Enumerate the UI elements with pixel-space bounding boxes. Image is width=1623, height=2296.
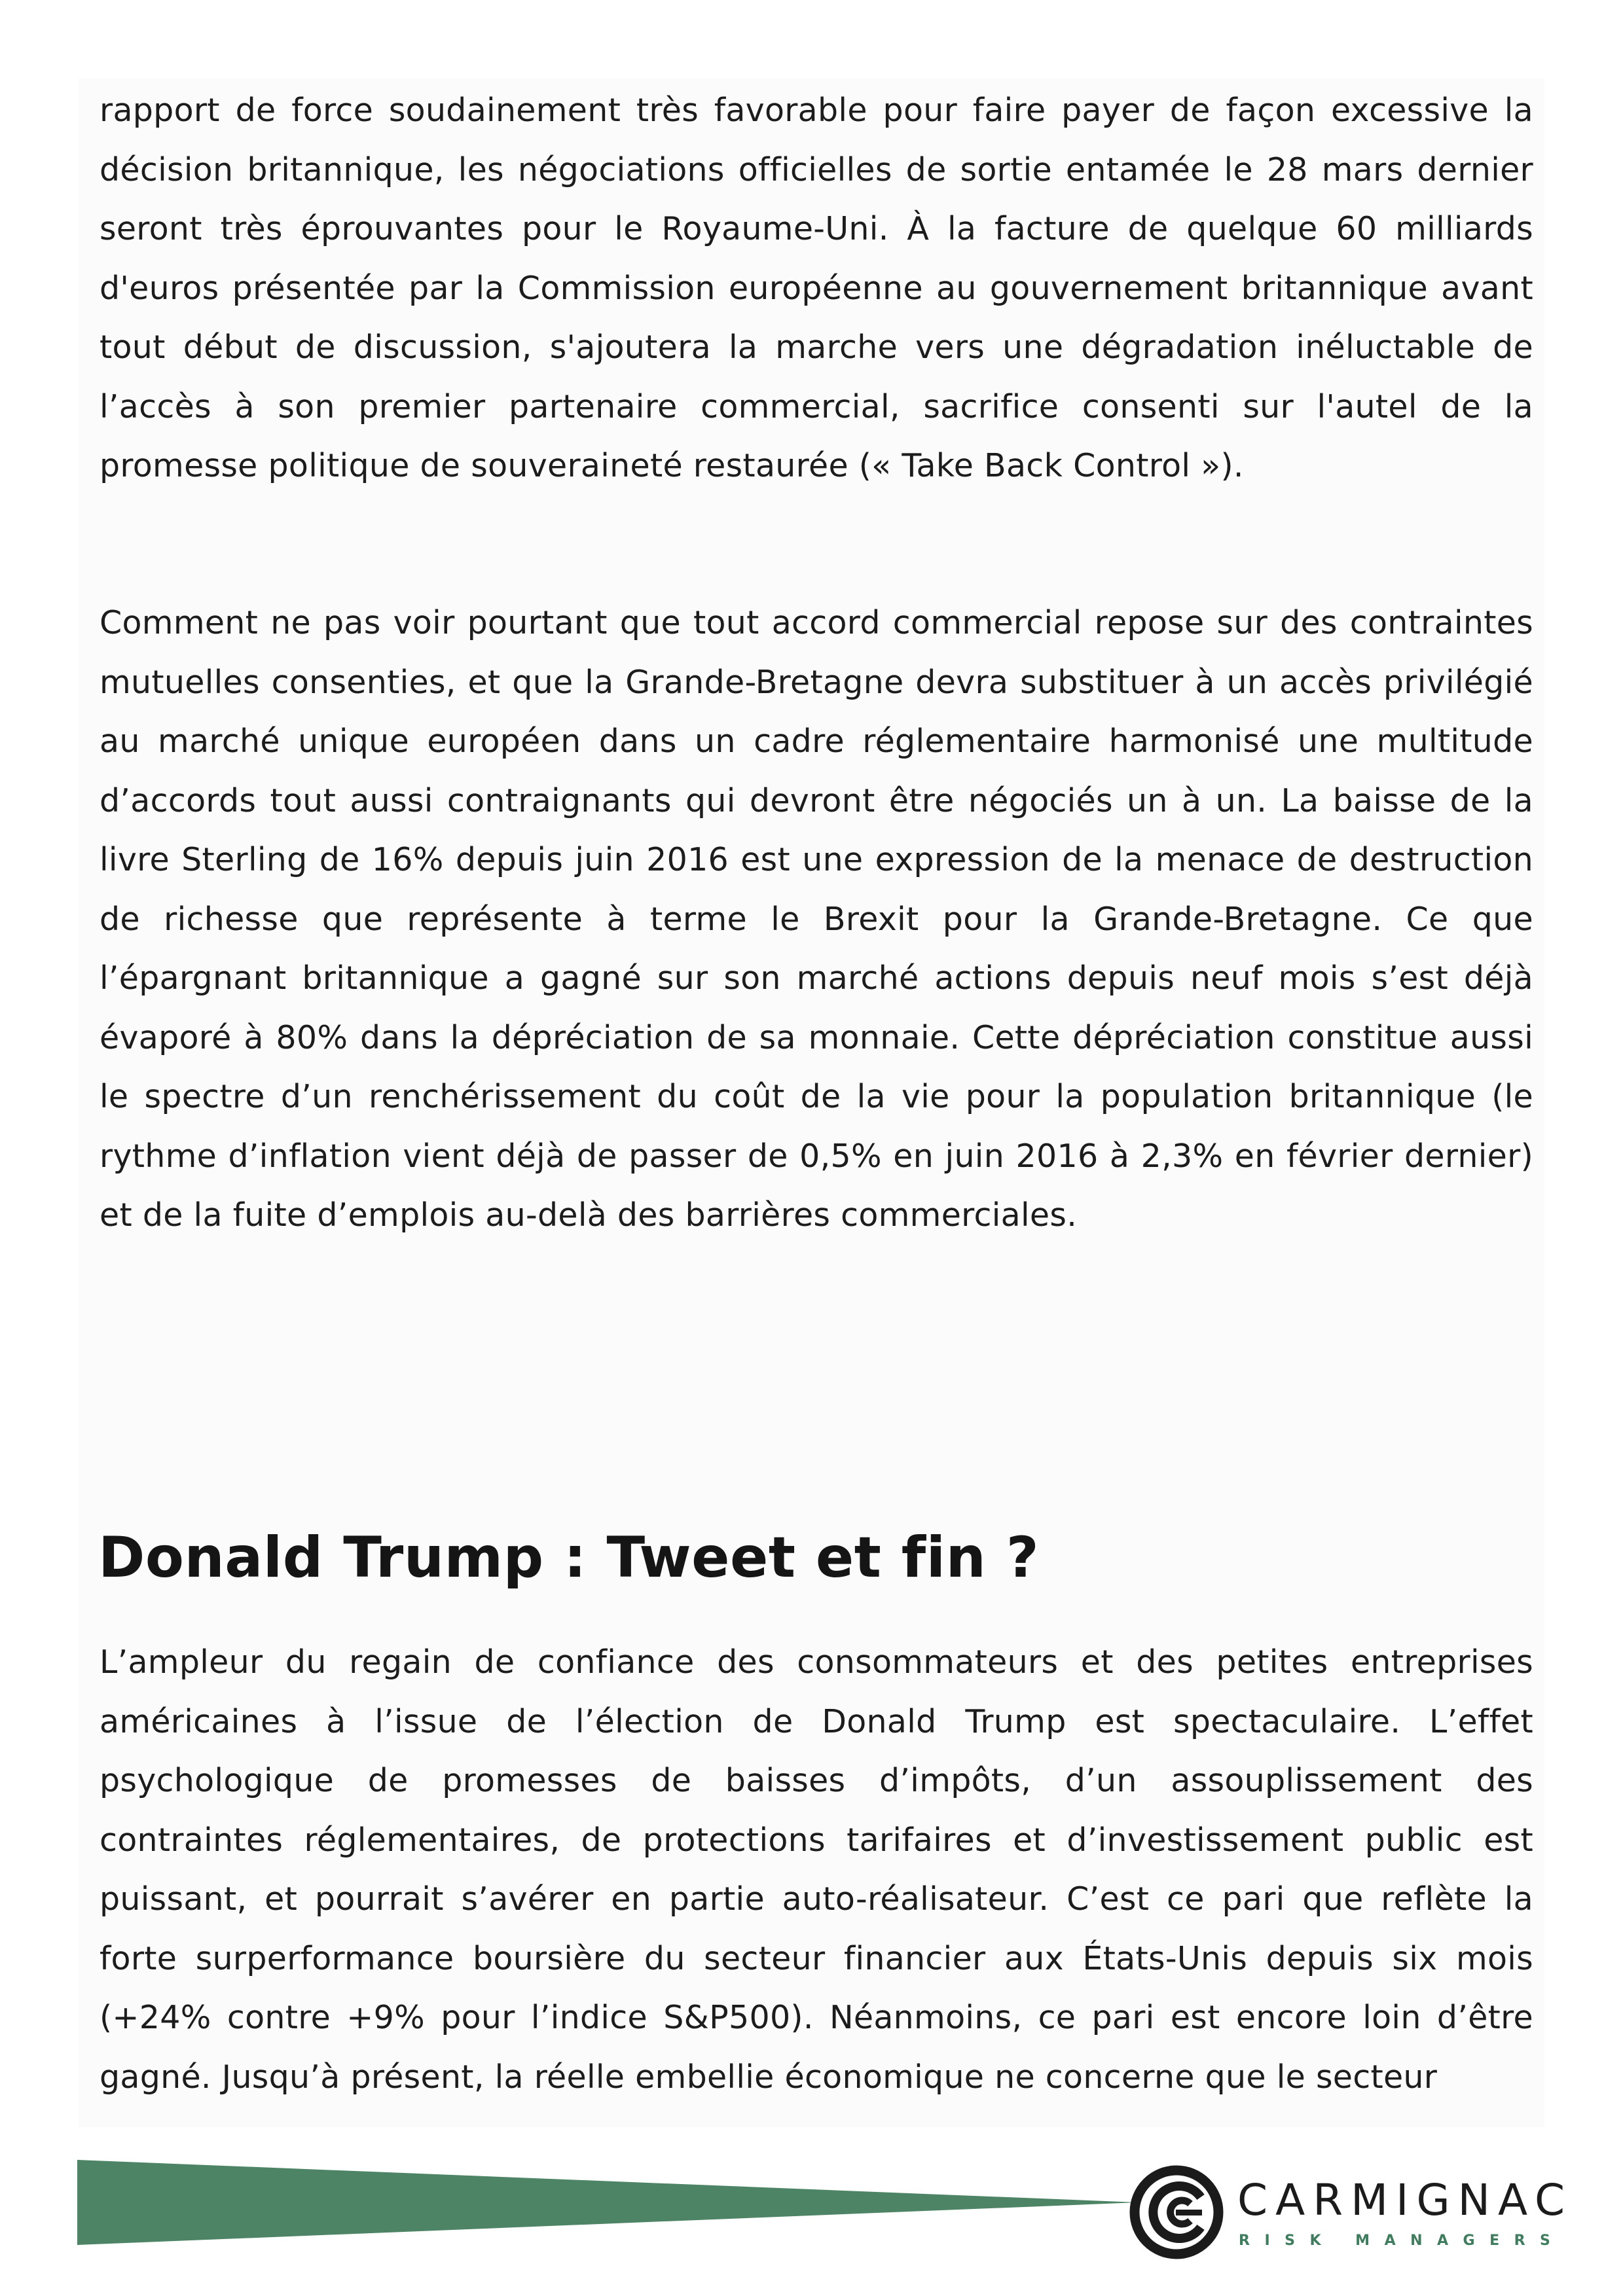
brand-name: CARMIGNAC xyxy=(1237,2175,1573,2225)
carmignac-logo-mark-icon xyxy=(1127,2163,1226,2261)
body-paragraph-brexit-negotiations: rapport de force soudainement très favorable pour faire payer de façon excessive la décision britannique, les négociations officielles de sortie entamée le 28 mars dernier seront très éprouvantes pour le Royaume-Uni. À la facture de quelque 60 milliards d'euros présentée par la Commission européenne au gouvernement britannique avant tout début de discussion, s'ajoutera la marche vers une dégradation inéluctable de l’accès à son premier partenaire commercial, sacrifice consenti sur l'autel de la promesse politique de souveraineté restaurée (« Take Back Control »). xyxy=(100,92,1533,484)
section-heading: Donald Trump : Tweet et fin ? xyxy=(98,1525,1040,1590)
carmignac-logo xyxy=(1127,2163,1573,2261)
footer-accent-wedge xyxy=(77,2160,1138,2245)
body-paragraph-brexit-consequences: Comment ne pas voir pourtant que tout accord commercial repose sur des contraintes mutuelles consenties, et que la Grande-Bretagne devra substituer à un accès privilégié au marché unique européen dans un cadre réglementaire harmonisé une multitude d’accords tout aussi contraignants qui devront être négociés un à un. La baisse de la livre Sterling de 16% depuis juin 2016 est une expression de la menace de destruction de richesse que représente à terme le Brexit pour la Grande-Bretagne. Ce que l’épargnant britannique a gagné sur son marché actions depuis neuf mois s’est déjà évaporé à 80% dans la dépréciation de sa monnaie. Cette dépréciation constitue aussi le spectre d’un renchérissement du coût de la vie pour la population britannique (le rythme d’inflation vient déjà de passer de 0,5% en juin 2016 à 2,3% en février dernier) et de la fuite d’emplois au-delà des barrières commerciales. xyxy=(100,604,1533,1234)
brand-tagline: RISK MANAGERS xyxy=(1239,2233,1565,2249)
body-paragraph-trump: L’ampleur du regain de confiance des consommateurs et des petites entreprises américaines à l’issue de l’élection de Donald Trump est spectaculaire. L’effet psychologique de promesses de baisses d’impôts, d’un assouplissement des contraintes réglementaires, de protections tarifaires et d’investissement public est puissant, et pourrait s’avérer en partie auto-réalisateur. C’est ce pari que reflète la forte surperformance boursière du secteur financier aux États-Unis depuis six mois (+24% contre +9% pour l’indice S&P500). Néanmoins, ce pari est encore loin d’être gagné. Jusqu’à présent, la réelle embellie économique ne concerne que le secteur xyxy=(100,1643,1533,2096)
